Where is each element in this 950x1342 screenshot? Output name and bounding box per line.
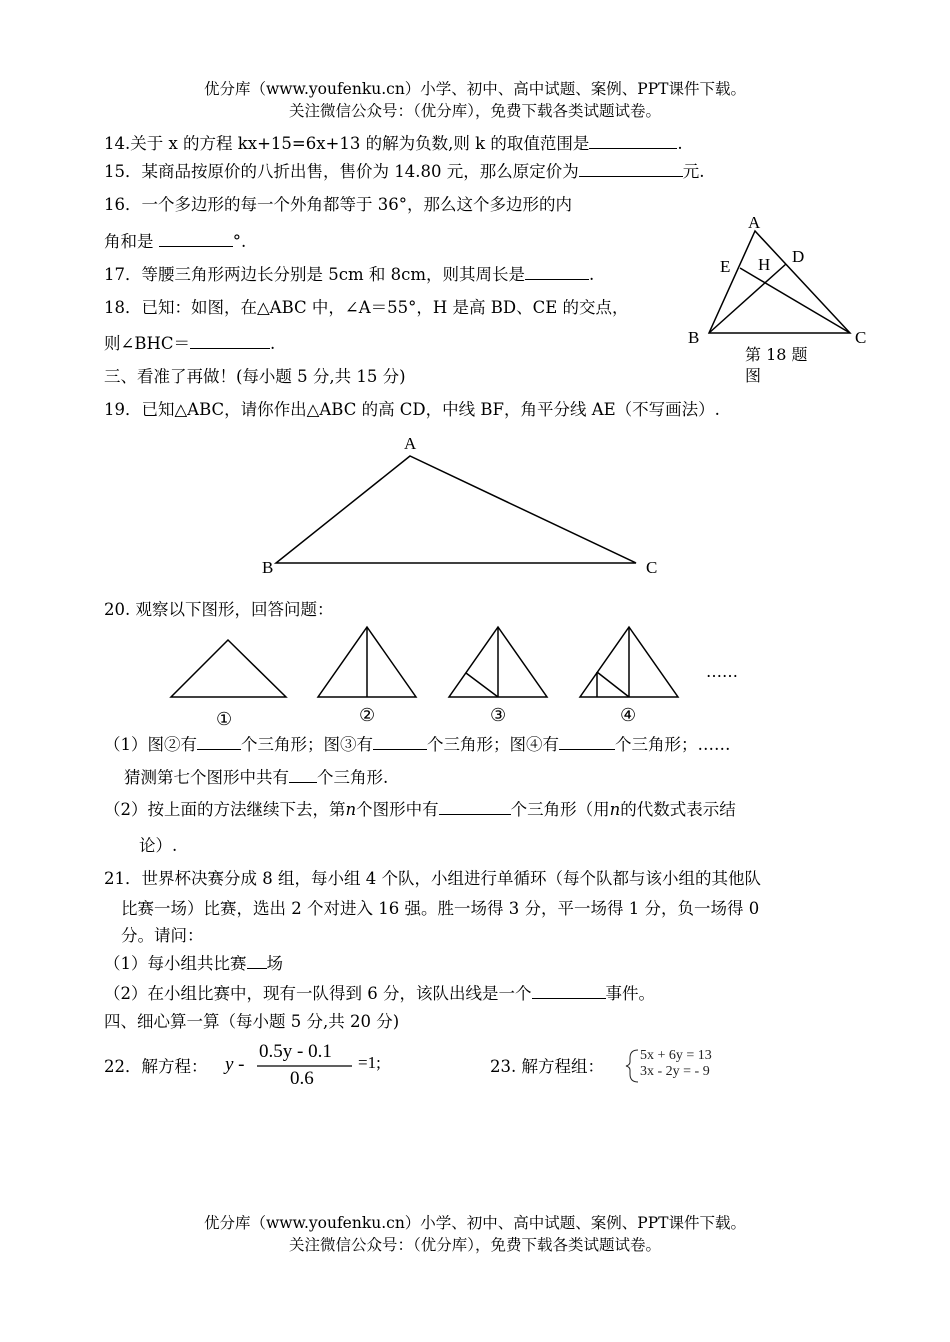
question-22-label: 22．解方程： [104, 1057, 208, 1076]
fig19-label-a: A [404, 434, 417, 453]
fig18-label-b: B [688, 328, 700, 347]
q23-equation-2: 3x - 2y = - 9 [640, 1064, 710, 1079]
question-17-end: . [589, 265, 595, 284]
fig18-label-h: H [758, 255, 771, 274]
footer-line-2: 关注微信公众号：（优分库），免费下载各类试题试卷。 [288, 1236, 661, 1254]
question-15-text: 15．某商品按原价的八折出售，售价为 14.80 元，那么原定价为 [104, 162, 579, 181]
question-14-text: 14.关于 x 的方程 kx+15=6x+13 的解为负数,则 k 的取值范围是 [104, 134, 590, 153]
fig20-label-3: ③ [490, 705, 507, 726]
question-14-end: . [677, 134, 683, 153]
question-20-title: 20. 观察以下图形，回答问题： [104, 600, 334, 619]
q20-p1-text-b: 个三角形；图③有 [241, 735, 373, 754]
fig18-caption-2: 图 [745, 366, 762, 385]
q20-p1-text-e: 猜测第七个图形中共有 [124, 768, 289, 787]
question-15-end: 元. [682, 162, 705, 181]
question-18-end: . [269, 334, 276, 353]
q23-equation-1: 5x + 6y = 13 [640, 1048, 712, 1063]
question-23-label: 23. 解方程组： [490, 1057, 604, 1076]
question-21-line-1: 21．世界杯决赛分成 8 组，每小组 4 个队，小组进行单循环（每个队都与该小组的其他队 [104, 869, 761, 888]
q22-rhs: =1; [358, 1053, 381, 1072]
question-16-prefix: 角和是 [104, 232, 154, 251]
q20-p2-text-d: 的代数式表示结 [620, 800, 736, 819]
question-21-line-3: 分。请问： [121, 926, 204, 945]
fig20-label-2: ② [359, 705, 376, 726]
fig18-label-a: A [748, 213, 761, 232]
section-3-title: 三、看准了再做！(每小题 5 分,共 15 分) [104, 367, 406, 386]
question-17-text: 17．等腰三角形两边长分别是 5cm 和 8cm，则其周长是 [104, 265, 525, 284]
fig19-label-c: C [646, 558, 658, 577]
q22-lhs: y - [225, 1054, 245, 1075]
fig20-ellipsis: …… [706, 662, 738, 681]
question-19: 19．已知△ABC，请你作出△ABC 的高 CD，中线 BF，角平分线 AE（不写画法）. [104, 400, 720, 419]
q20-p2-n-1: n [345, 800, 357, 819]
section-4-title: 四、细心算一算（每小题 5 分,共 20 分) [104, 1012, 400, 1031]
fig20-label-4: ④ [620, 705, 637, 726]
q20-p2-text-b: 个图形中有 [356, 800, 439, 819]
question-20-part-2-end: 论）. [139, 836, 178, 855]
question-18-line-1: 18．已知：如图，在△ABC 中，∠A＝55°，H 是高 BD、CE 的交点， [104, 298, 629, 317]
q20-p1-text-a: （1）图②有 [104, 735, 197, 754]
fig18-label-d: D [792, 247, 805, 266]
q20-p2-n-2: n [609, 800, 621, 819]
question-21-line-2: 比赛一场）比赛，选出 2 个对进入 16 强。胜一场得 3 分，平一场得 1 分，负一场得 0 [121, 899, 760, 918]
fig18-label-c: C [855, 328, 867, 347]
fig19-label-b: B [262, 558, 274, 577]
question-16-end: °. [232, 232, 247, 251]
fig20-label-1: ① [216, 709, 233, 730]
q21-p2-text: （2）在小组比赛中，现有一队得到 6 分，该队出线是一个 [104, 984, 532, 1003]
q22-numerator: 0.5y - 0.1 [259, 1041, 332, 1062]
q20-p2-text-a: （2）按上面的方法继续下去，第 [104, 800, 346, 819]
question-16-line-1: 16．一个多边形的每一个外角都等于 36°，那么这个多边形的内 [104, 195, 572, 214]
q20-p1-text-d: 个三角形；…… [615, 735, 731, 754]
q20-p1-text-f: 个三角形. [317, 768, 389, 787]
header-line-2: 关注微信公众号：（优分库），免费下载各类试题试卷。 [288, 102, 661, 120]
q21-p1-end: 场 [266, 954, 283, 973]
fig18-label-e: E [720, 257, 731, 276]
q20-p2-text-c: 个三角形（用 [510, 800, 610, 819]
fig18-caption-1: 第 18 题 [745, 345, 808, 364]
question-18-prefix: 则∠BHC＝ [104, 334, 190, 353]
q21-p1-text: （1）每小组共比赛 [104, 954, 247, 973]
q21-p2-end: 事件。 [605, 984, 655, 1003]
footer-line-1: 优分库（www.youfenku.cn）小学、初中、高中试题、案例、PPT课件下载。 [203, 1214, 747, 1232]
q20-p1-text-c: 个三角形；图④有 [427, 735, 559, 754]
q22-denominator: 0.6 [290, 1068, 314, 1089]
header-line-1: 优分库（www.youfenku.cn）小学、初中、高中试题、案例、PPT课件下载。 [203, 80, 747, 98]
